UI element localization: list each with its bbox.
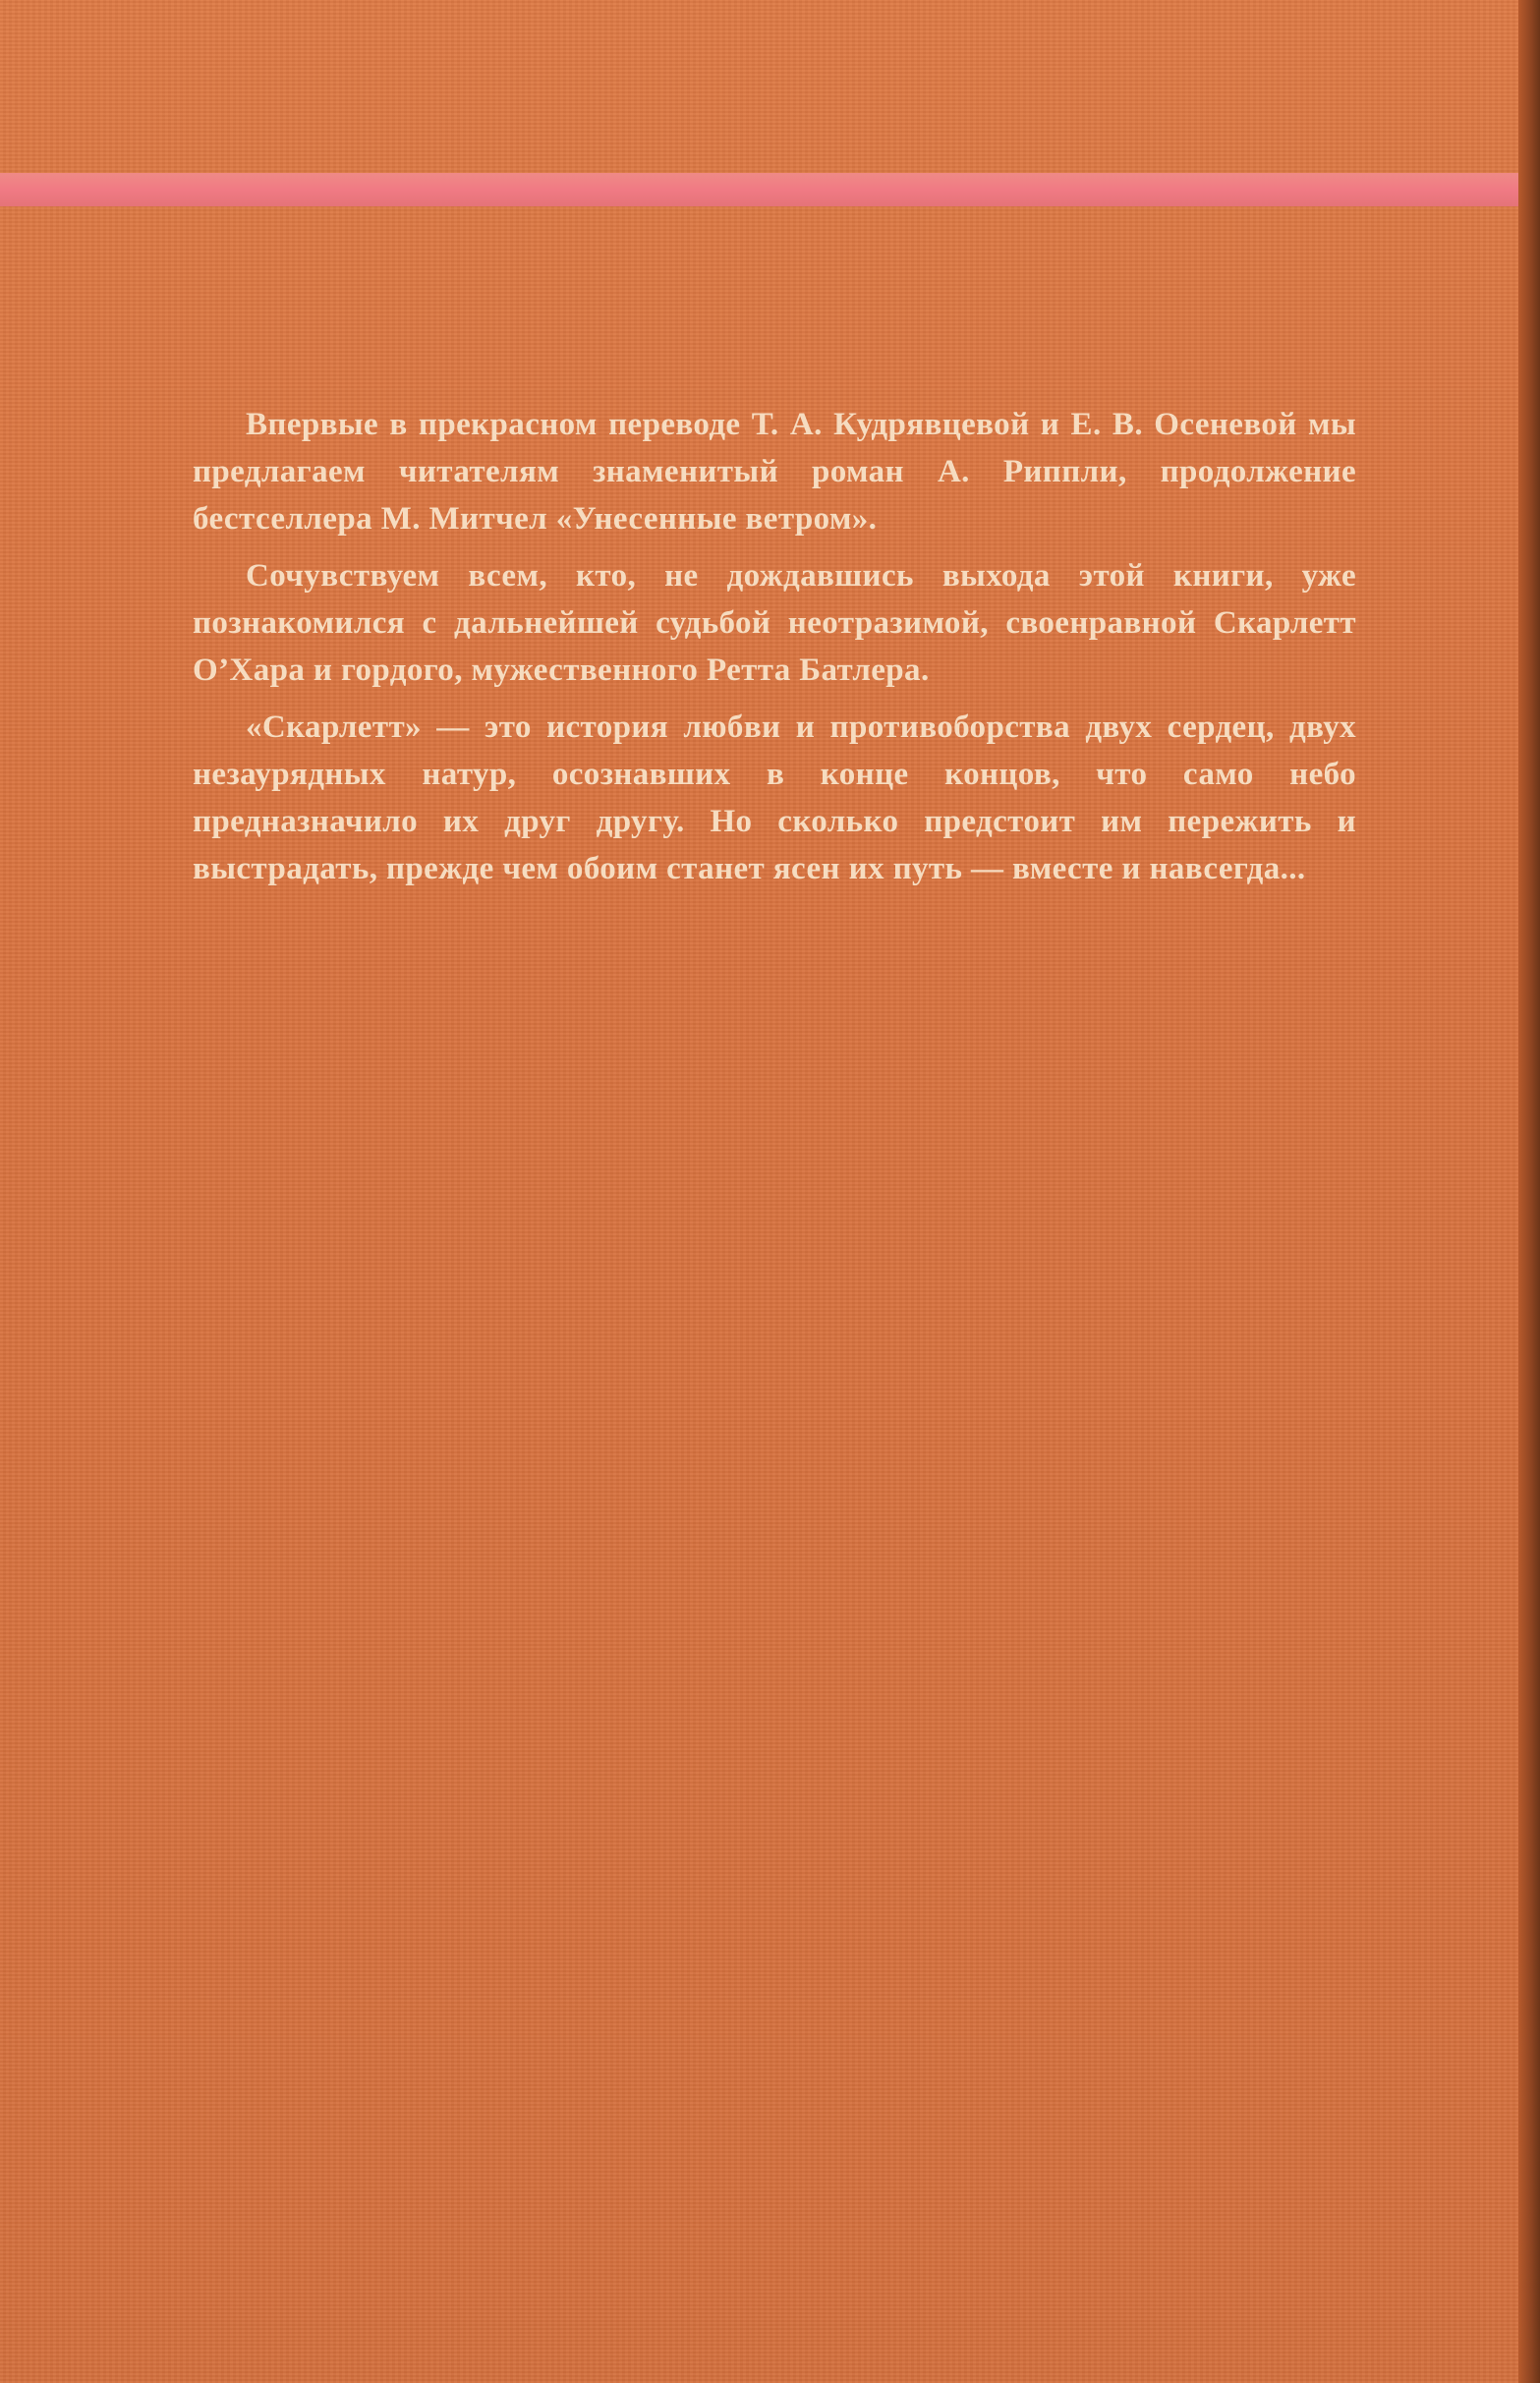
blurb-paragraph-1: Впервые в прекрасном переводе Т. А. Кудрявцевой и Е. В. Осеневой мы предлагаем читателям знаменитый роман А. Риппли, продолжение бестселлера М. Митчел «Унесенные ветром».	[193, 407, 1356, 537]
cover-spine-edge	[1518, 0, 1540, 2383]
blurb-paragraph-3: «Скарлетт» — это история любви и противоборства двух сердец, двух незаурядных натур, осознавших в конце концов, что само небо предназначило их друг другу. Но сколько предстоит им пережить и выстрадать, прежде чем обоим станет ясен их путь — вместе и навсегда...	[193, 709, 1356, 886]
cover-blurb	[193, 401, 1356, 902]
blurb-paragraph-2: Сочувствуем всем, кто, не дождавшись выхода этой книги, уже познакомился с дальнейшей судьбой неотразимой, своенравной Скарлетт О’Хара и гордого, мужественного Ретта Батлера.	[193, 558, 1356, 688]
decorative-stripe	[0, 173, 1521, 206]
